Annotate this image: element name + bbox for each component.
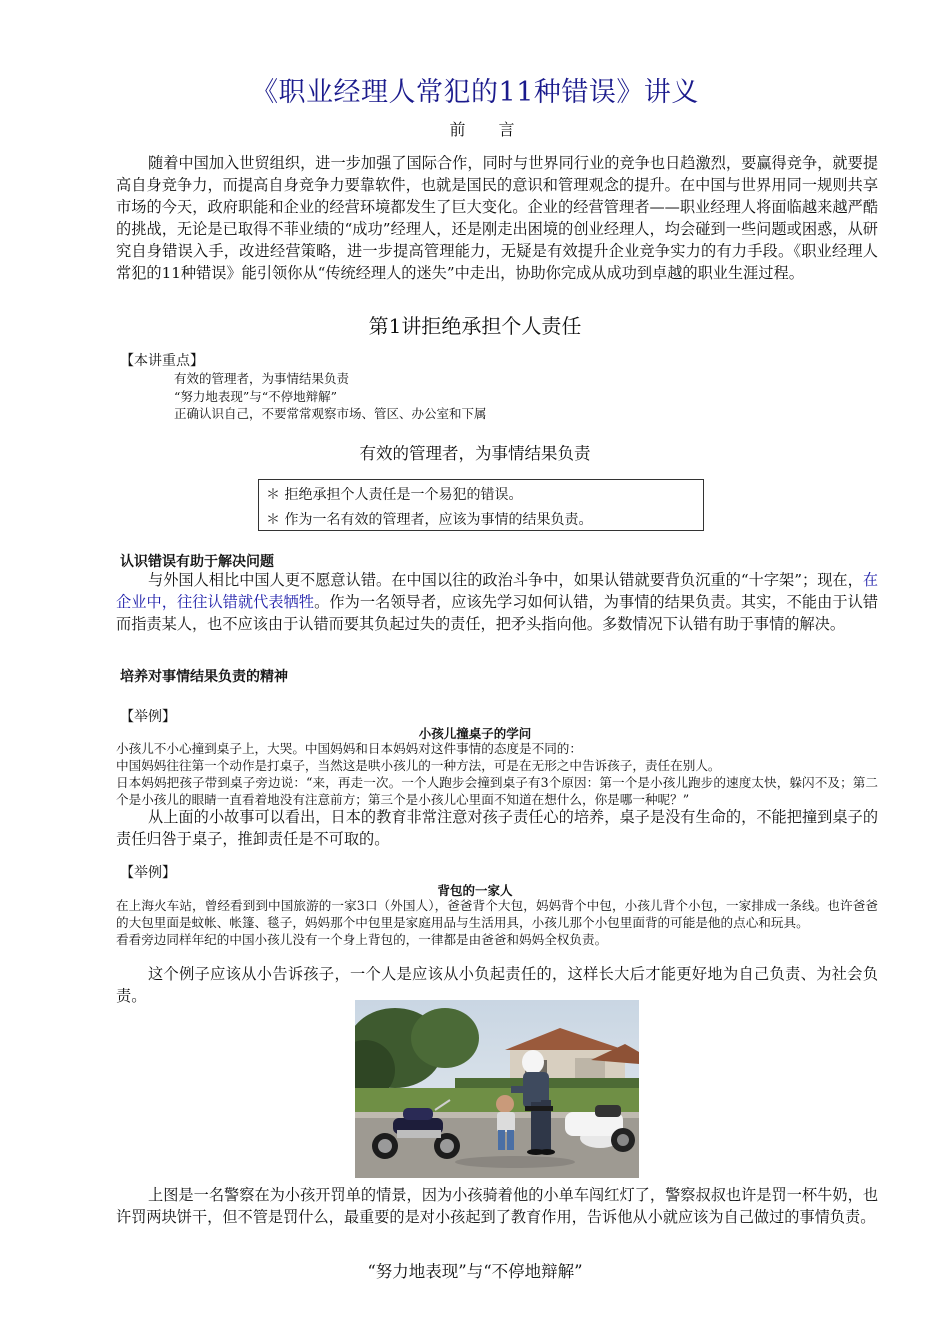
example-line: 中国妈妈往往第一个动作是打桌子，当然这是哄小孩儿的一种方法，可是在无形之中告诉孩子，责任在别人。 xyxy=(116,758,721,773)
keypoint-item: 正确认识自己，不要常常观察市场、管区、办公室和下属 xyxy=(174,406,487,421)
example-conclusion: 这个例子应该从小告诉孩子，一个人是应该从小负起责任的，这样长大后才能更好地为自己负责、为社会负责。 xyxy=(116,965,878,1005)
preface-heading: 前 言 xyxy=(449,120,529,139)
example-line: 日本妈妈把孩子带到桌子旁边说：“来，再走一次。一个人跑步会撞到桌子有3个原因：第一个是小孩儿跑步的速度太快，躲闪不及；第二个是小孩儿的眼睛一直看着地没有注意前方；第三个是小孩儿心里面不知道在想什么，你是哪一种呢？” xyxy=(116,775,878,807)
police-child-photo xyxy=(355,1000,639,1178)
example-conclusion: 从上面的小故事可以看出，日本的教育非常注意对孩子责任心的培养，桌子是没有生命的，不能把撞到桌子的责任归咎于桌子，推卸责任是不可取的。 xyxy=(116,808,878,848)
summary-box-line: ＊ 拒绝承担个人责任是一个易犯的错误。 xyxy=(266,487,523,503)
example-label: 【举例】 xyxy=(120,865,176,881)
example-body xyxy=(116,897,878,948)
subheading-admit-mistakes: 认识错误有助于解决问题 xyxy=(120,554,274,570)
example-title: 小孩儿撞桌子的学问 xyxy=(418,726,532,741)
highlighted-phrase: 在企业中，往往认错就代表牺牲 xyxy=(116,571,878,611)
example-line: 小孩儿不小心撞到桌子上，大哭。中国妈妈和日本妈妈对这件事情的态度是不同的： xyxy=(116,741,582,756)
subheading-responsibility-spirit: 培养对事情结果负责的精神 xyxy=(120,669,288,685)
example-line: 看看旁边同样年纪的中国小孩儿没有一个身上背包的，一律都是由爸爸和妈妈全权负责。 xyxy=(116,932,608,947)
section-heading-effective-manager: 有效的管理者，为事情结果负责 xyxy=(359,444,591,463)
paragraph-text: 与外国人相比中国人更不愿意认错。在中国以往的政治斗争中，如果认错就要背负沉重的“十字架”；现在， xyxy=(148,571,863,589)
paragraph-text: 。作为一名领导者，应该先学习如何认错，为事情的结果负责。其实，不能由于认错而指责某人，也不应该由于认错而要其负起过失的责任，把矛头指向他。多数情况下认错有助于事情的解决。 xyxy=(116,593,879,633)
example-title: 背包的一家人 xyxy=(437,883,513,898)
document-title: 《职业经理人常犯的11种错误》讲义 xyxy=(251,77,699,108)
example-line: 在上海火车站，曾经看到到中国旅游的一家3口（外国人），爸爸背个大包，妈妈背个中包，小孩儿背个小包，一家排成一条线。也许爸爸的大包里面是蚊帐、帐篷、毯子，妈妈那个中包里是家庭用品与生活用具，小孩儿那个小包里面背的可能是他的点心和玩具。 xyxy=(116,898,878,930)
keypoint-item: 有效的管理者，为事情结果负责 xyxy=(174,371,350,386)
keypoint-item: “努力地表现”与“不停地辩解” xyxy=(174,388,338,404)
summary-box-line: ＊ 作为一名有效的管理者，应该为事情的结果负责。 xyxy=(266,512,593,528)
example-body xyxy=(116,740,878,808)
example-label: 【举例】 xyxy=(120,709,176,725)
lecture-heading: 第1讲拒绝承担个人责任 xyxy=(368,314,582,338)
keypoints-list xyxy=(174,370,487,423)
section-heading-perform-vs-excuse: “努力地表现”与“不停地辩解” xyxy=(367,1262,583,1281)
keypoints-label: 【本讲重点】 xyxy=(120,353,204,369)
preface-paragraph: 随着中国加入世贸组织，进一步加强了国际合作，同时与世界同行业的竞争也日趋激烈，要赢得竞争，就要提高自身竞争力，而提高自身竞争力要靠软件，也就是国民的意识和管理观念的提升。在中国与世界用同一规则共享市场的今天，政府职能和企业的经营环境都发生了巨大变化。企业的经营管理者——职业经理人将面临越来越严酷的挑战，无论是已取得不菲业绩的“成功”经理人，还是刚走出困境的创业经理人，均会碰到一些问题或困惑，从研究自身错误入手，改进经营策略，进一步提高管理能力，无疑是有效提升企业竞争实力的有力手段。《职业经理人常犯的11种错误》能引领你从“传统经理人的迷失”中走出，协助你完成从成功到卓越的职业生涯过程。 xyxy=(116,154,878,282)
admit-mistakes-paragraph xyxy=(116,569,878,635)
photo-caption: 上图是一名警察在为小孩开罚单的情景，因为小孩骑着他的小单车闯红灯了，警察叔叔也许是罚一杯牛奶，也许罚两块饼干，但不管是罚什么，最重要的是对小孩起到了教育作用，告诉他从小就应该为自己做过的事情负责。 xyxy=(116,1186,878,1226)
